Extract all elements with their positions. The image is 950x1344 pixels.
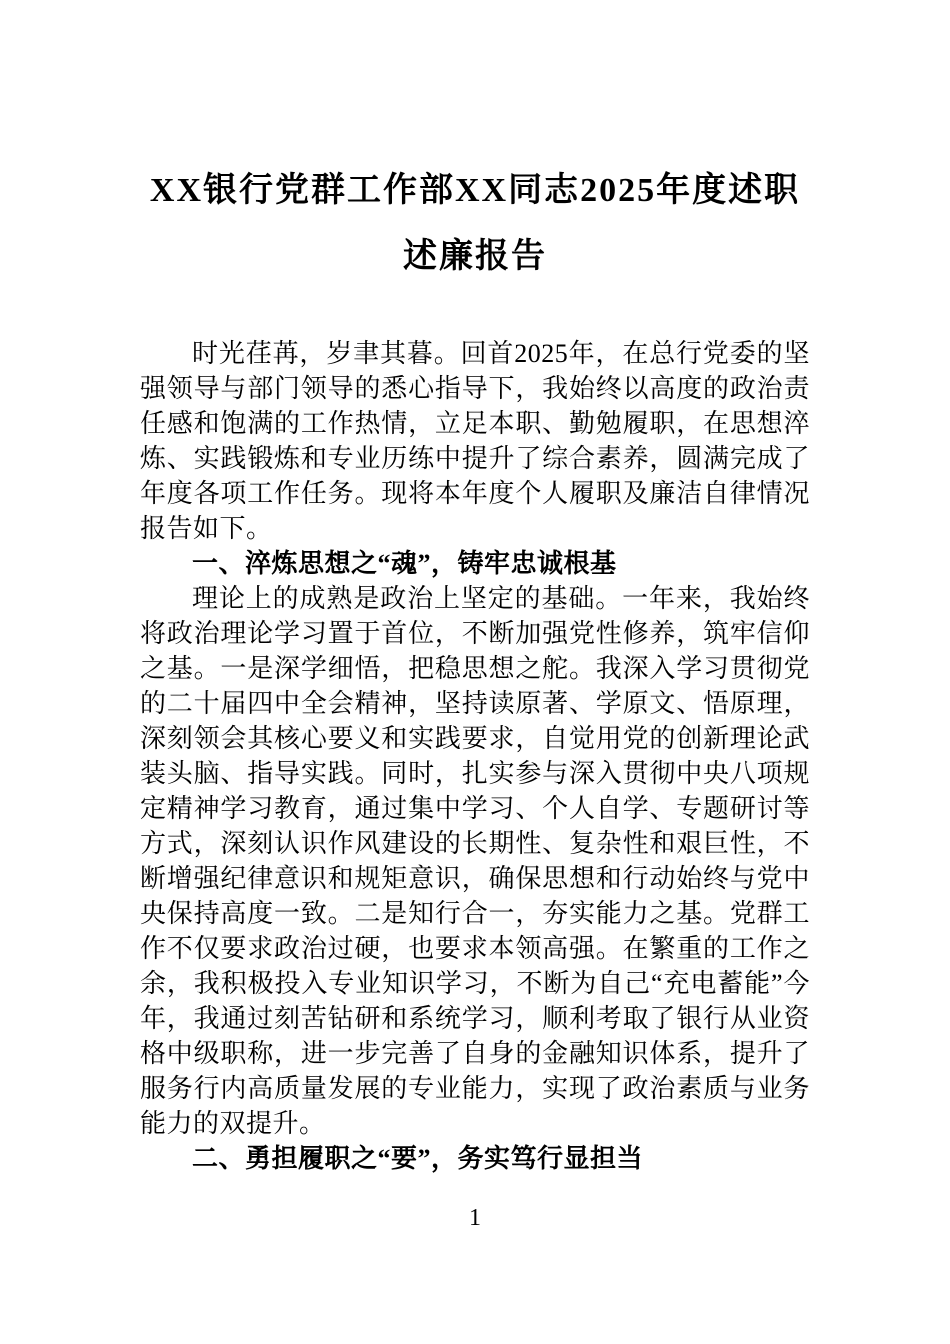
document-body <box>140 336 810 1176</box>
body-paragraph: 理论上的成熟是政治上坚定的基础。一年来，我始终将政治理论学习置于首位，不断加强党性修养，筑牢信仰之基。一是深学细悟，把稳思想之舵。我深入学习贯彻党的二十届四中全会精神，坚持读原著、学原文、悟原理，深刻领会其核心要义和实践要求，自觉用党的创新理论武装头脑、指导实践。同时，扎实参与深入贯彻中央八项规定精神学习教育，通过集中学习、个人自学、专题研讨等方式，深刻认识作风建设的长期性、复杂性和艰巨性，不断增强纪律意识和规矩意识，确保思想和行动始终与党中央保持高度一致。二是知行合一，夯实能力之基。党群工作不仅要求政治过硬，也要求本领高强。在繁重的工作之余，我积极投入专业知识学习，不断为自己“充电蓄能”今年，我通过刻苦钻研和系统学习，顺利考取了银行从业资格中级职称，进一步完善了自身的金融知识体系，提升了服务行内高质量发展的专业能力，实现了政治素质与业务能力的双提升。 <box>140 584 810 1138</box>
body-paragraph: 时光荏苒，岁聿其暮。回首2025年，在总行党委的坚强领导与部门领导的悉心指导下，我始终以高度的政治责任感和饱满的工作热情，立足本职、勤勉履职，在思想淬炼、实践锻炼和专业历练中提升了综合素养，圆满完成了年度各项工作任务。现将本年度个人履职及廉洁自律情况报告如下。 <box>140 339 810 543</box>
document-title: XX银行党群工作部XX同志2025年度述职述廉报告 <box>149 172 801 275</box>
section-heading: 一、淬炼思想之“魂”，铸牢忠诚根基 <box>192 549 617 578</box>
page-number: 1 <box>469 1205 481 1231</box>
section-heading: 二、勇担履职之“要”，务实笃行显担当 <box>192 1144 644 1173</box>
